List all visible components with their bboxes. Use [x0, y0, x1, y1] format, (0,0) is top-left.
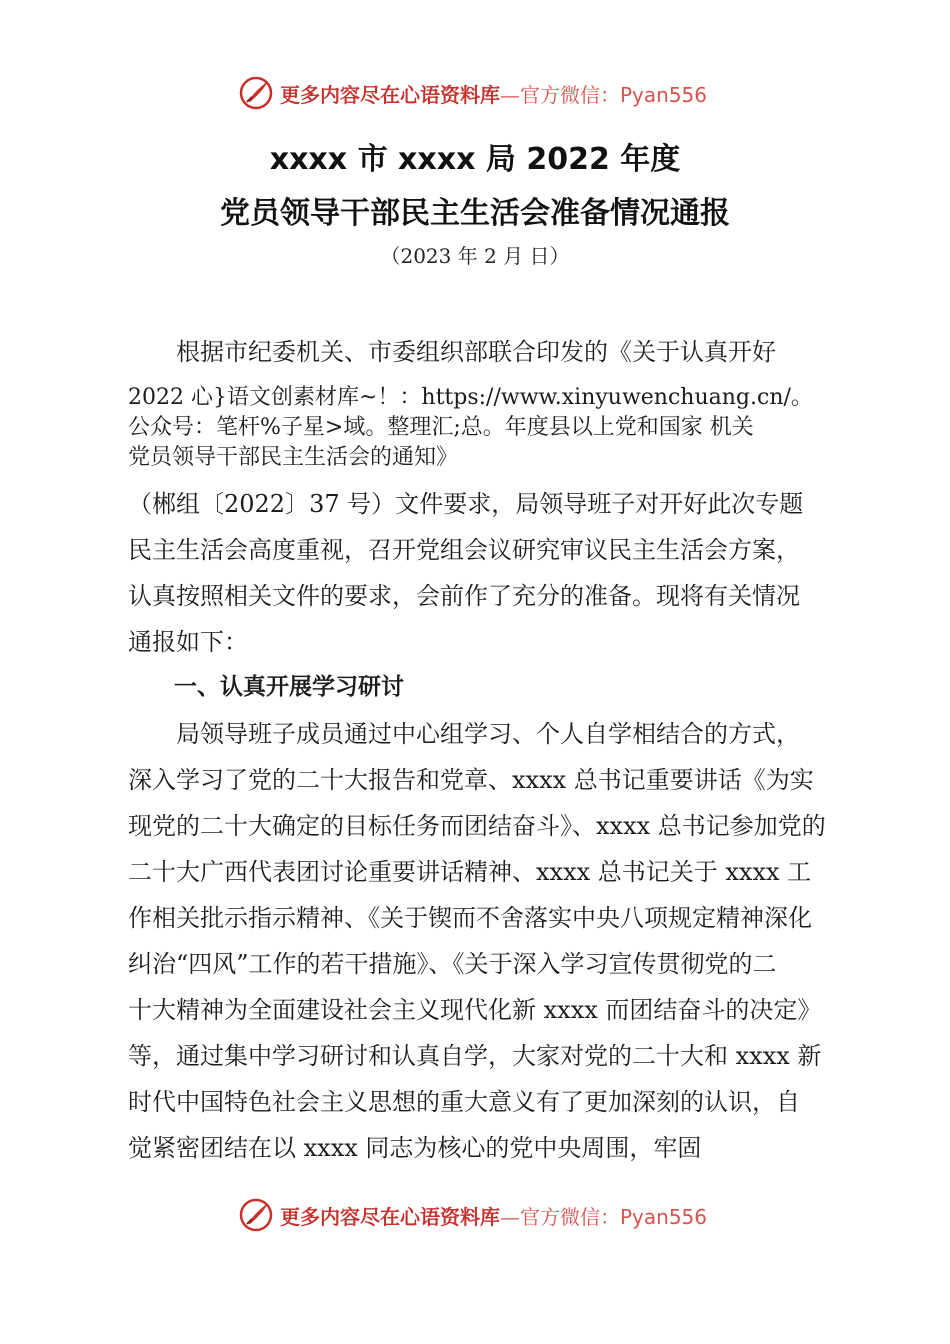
- document-title-line-2: 党员领导干部民主生活会准备情况通报: [220, 196, 730, 231]
- body-line: 通报如下：: [128, 628, 248, 656]
- body-line: 公众号：笔杆%子星>域。整理汇;总。年度县以上党和国家 机关: [128, 415, 754, 440]
- body-line: 党员领导干部民主生活会的通知》: [128, 445, 459, 470]
- watermark-wechat-id: Pyan556: [620, 82, 708, 107]
- body-line: 作相关批示指示精神、《关于锲而不舍落实中央八项规定精神深化: [128, 904, 812, 932]
- header-watermark: [0, 70, 950, 116]
- quill-seal-icon: [238, 1197, 274, 1233]
- body-line: （郴组〔2022〕37 号）文件要求，局领导班子对开好此次专题: [128, 490, 804, 518]
- document-date: （2023 年 2 月 日）: [380, 244, 570, 268]
- watermark-brand: 更多内容尽在心语资料库: [280, 82, 500, 107]
- quill-seal-icon: [238, 75, 274, 111]
- body-line: 现党的二十大确定的目标任务而团结奋斗》、xxxx 总书记参加党的: [128, 812, 826, 840]
- body-line: 2022 心}语文创素材库~！：https://www.xinyuwenchuang.cn/。: [128, 385, 813, 410]
- body-line: 纠治“四风”工作的若干措施》、《关于深入学习宣传贯彻党的二: [128, 950, 777, 978]
- body-line: 认真按照相关文件的要求，会前作了充分的准备。现将有关情况: [128, 582, 800, 610]
- body-line: 十大精神为全面建设社会主义现代化新 xxxx 而团结奋斗的决定》: [128, 996, 822, 1024]
- watermark-dash: —: [500, 82, 520, 107]
- watermark-text: [280, 1201, 707, 1230]
- watermark-brand: 更多内容尽在心语资料库: [280, 1204, 500, 1229]
- watermark-wechat-label: 官方微信：: [520, 82, 620, 107]
- watermark-wechat-label: 官方微信：: [520, 1204, 620, 1229]
- body-line: 觉紧密团结在以 xxxx 同志为核心的党中央周围，牢固: [128, 1134, 702, 1162]
- body-line: 深入学习了党的二十大报告和党章、xxxx 总书记重要讲话《为实: [128, 766, 814, 794]
- section-heading: 一、认真开展学习研讨: [128, 674, 404, 700]
- body-line: 等，通过集中学习研讨和认真自学，大家对党的二十大和 xxxx 新: [128, 1042, 822, 1070]
- body-line: 根据市纪委机关、市委组织部联合印发的《关于认真开好: [128, 338, 776, 366]
- body-line: 时代中国特色社会主义思想的重大意义有了更加深刻的认识，自: [128, 1088, 800, 1116]
- watermark-wechat-id: Pyan556: [620, 1204, 708, 1229]
- watermark-dash: —: [500, 1204, 520, 1229]
- document-title-line-1: xxxx 市 xxxx 局 2022 年度: [269, 142, 681, 177]
- body-line: 二十大广西代表团讨论重要讲话精神、xxxx 总书记关于 xxxx 工: [128, 858, 812, 886]
- footer-watermark: [0, 1192, 950, 1238]
- body-line: 局领导班子成员通过中心组学习、个人自学相结合的方式，: [128, 720, 800, 748]
- body-line: 民主生活会高度重视，召开党组会议研究审议民主生活会方案，: [128, 536, 800, 564]
- watermark-text: [280, 79, 707, 108]
